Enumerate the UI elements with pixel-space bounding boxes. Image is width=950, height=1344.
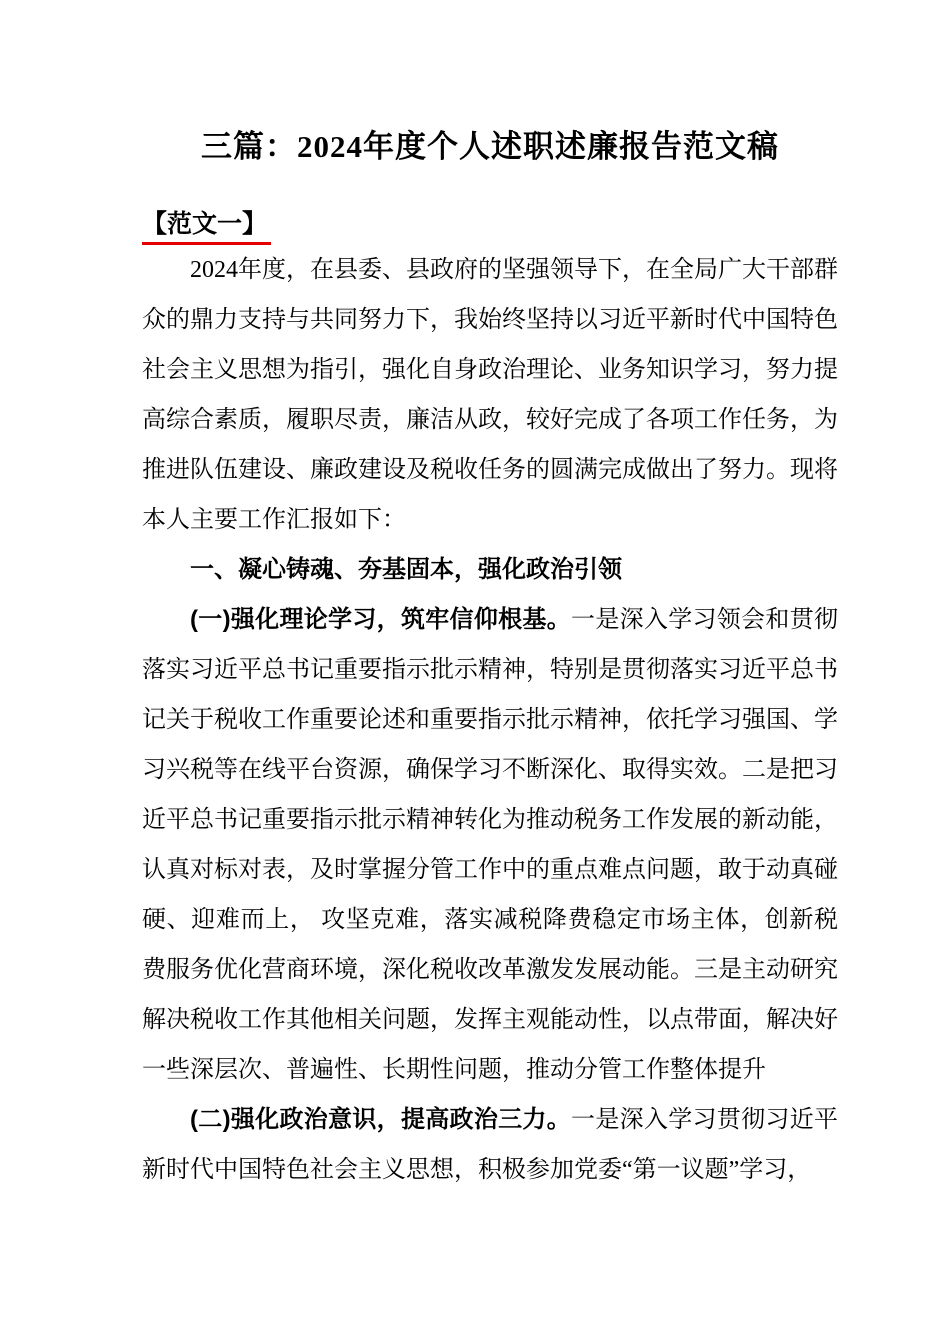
paragraph: (二)强化政治意识，提高政治三力。一是深入学习贯彻习近平新时代中国特色社会主义思想，积极参加党委“第一议题”学习，: [142, 1106, 838, 1183]
paragraph-lead-bold: (二)强化政治意识，提高政治三力。: [190, 1106, 572, 1133]
section-heading: 一、凝心铸魂、夯基固本，强化政治引领: [190, 556, 622, 583]
paragraph: (一)强化理论学习，筑牢信仰根基。一是深入学习领会和贯彻落实习近平总书记重要指示批示精神，特别是贯彻落实习近平总书记关于税收工作重要论述和重要指示批示精神，依托学习强国、学习兴税等在线平台资源，确保学习不断深化、取得实效。二是把习近平总书记重要指示批示精神转化为推动税务工作发展的新动能，认真对标对表，及时掌握分管工作中的重点难点问题，敢于动真碰硬、迎难而上， 攻坚克难，落实减税降费稳定市场主体，创新税费服务优化营商环境，深化税收改革激发发展动能。三是主动研究解决税收工作其他相关问题，发挥主观能动性，以点带面，解决好一些深层次、普遍性、长期性问题，推动分管工作整体提升: [142, 606, 838, 1083]
section-label: 【范文一】: [142, 207, 271, 245]
paragraph: 2024年度，在县委、县政府的坚强领导下，在全局广大干部群众的鼎力支持与共同努力下，我始终坚持以习近平新时代中国特色社会主义思想为指引，强化自身政治理论、业务知识学习，努力提高综合素质，履职尽责，廉洁从政，较好完成了各项工作任务，为推进队伍建设、廉政建设及税收任务的圆满完成做出了努力。现将本人主要工作汇报如下：: [142, 257, 838, 533]
document-title: 三篇：2024年度个人述职述廉报告范文稿: [201, 129, 779, 164]
paragraph-lead-bold: (一)强化理论学习，筑牢信仰根基。: [190, 606, 572, 633]
section-label-row: [142, 207, 838, 245]
document-body: [142, 245, 838, 1195]
